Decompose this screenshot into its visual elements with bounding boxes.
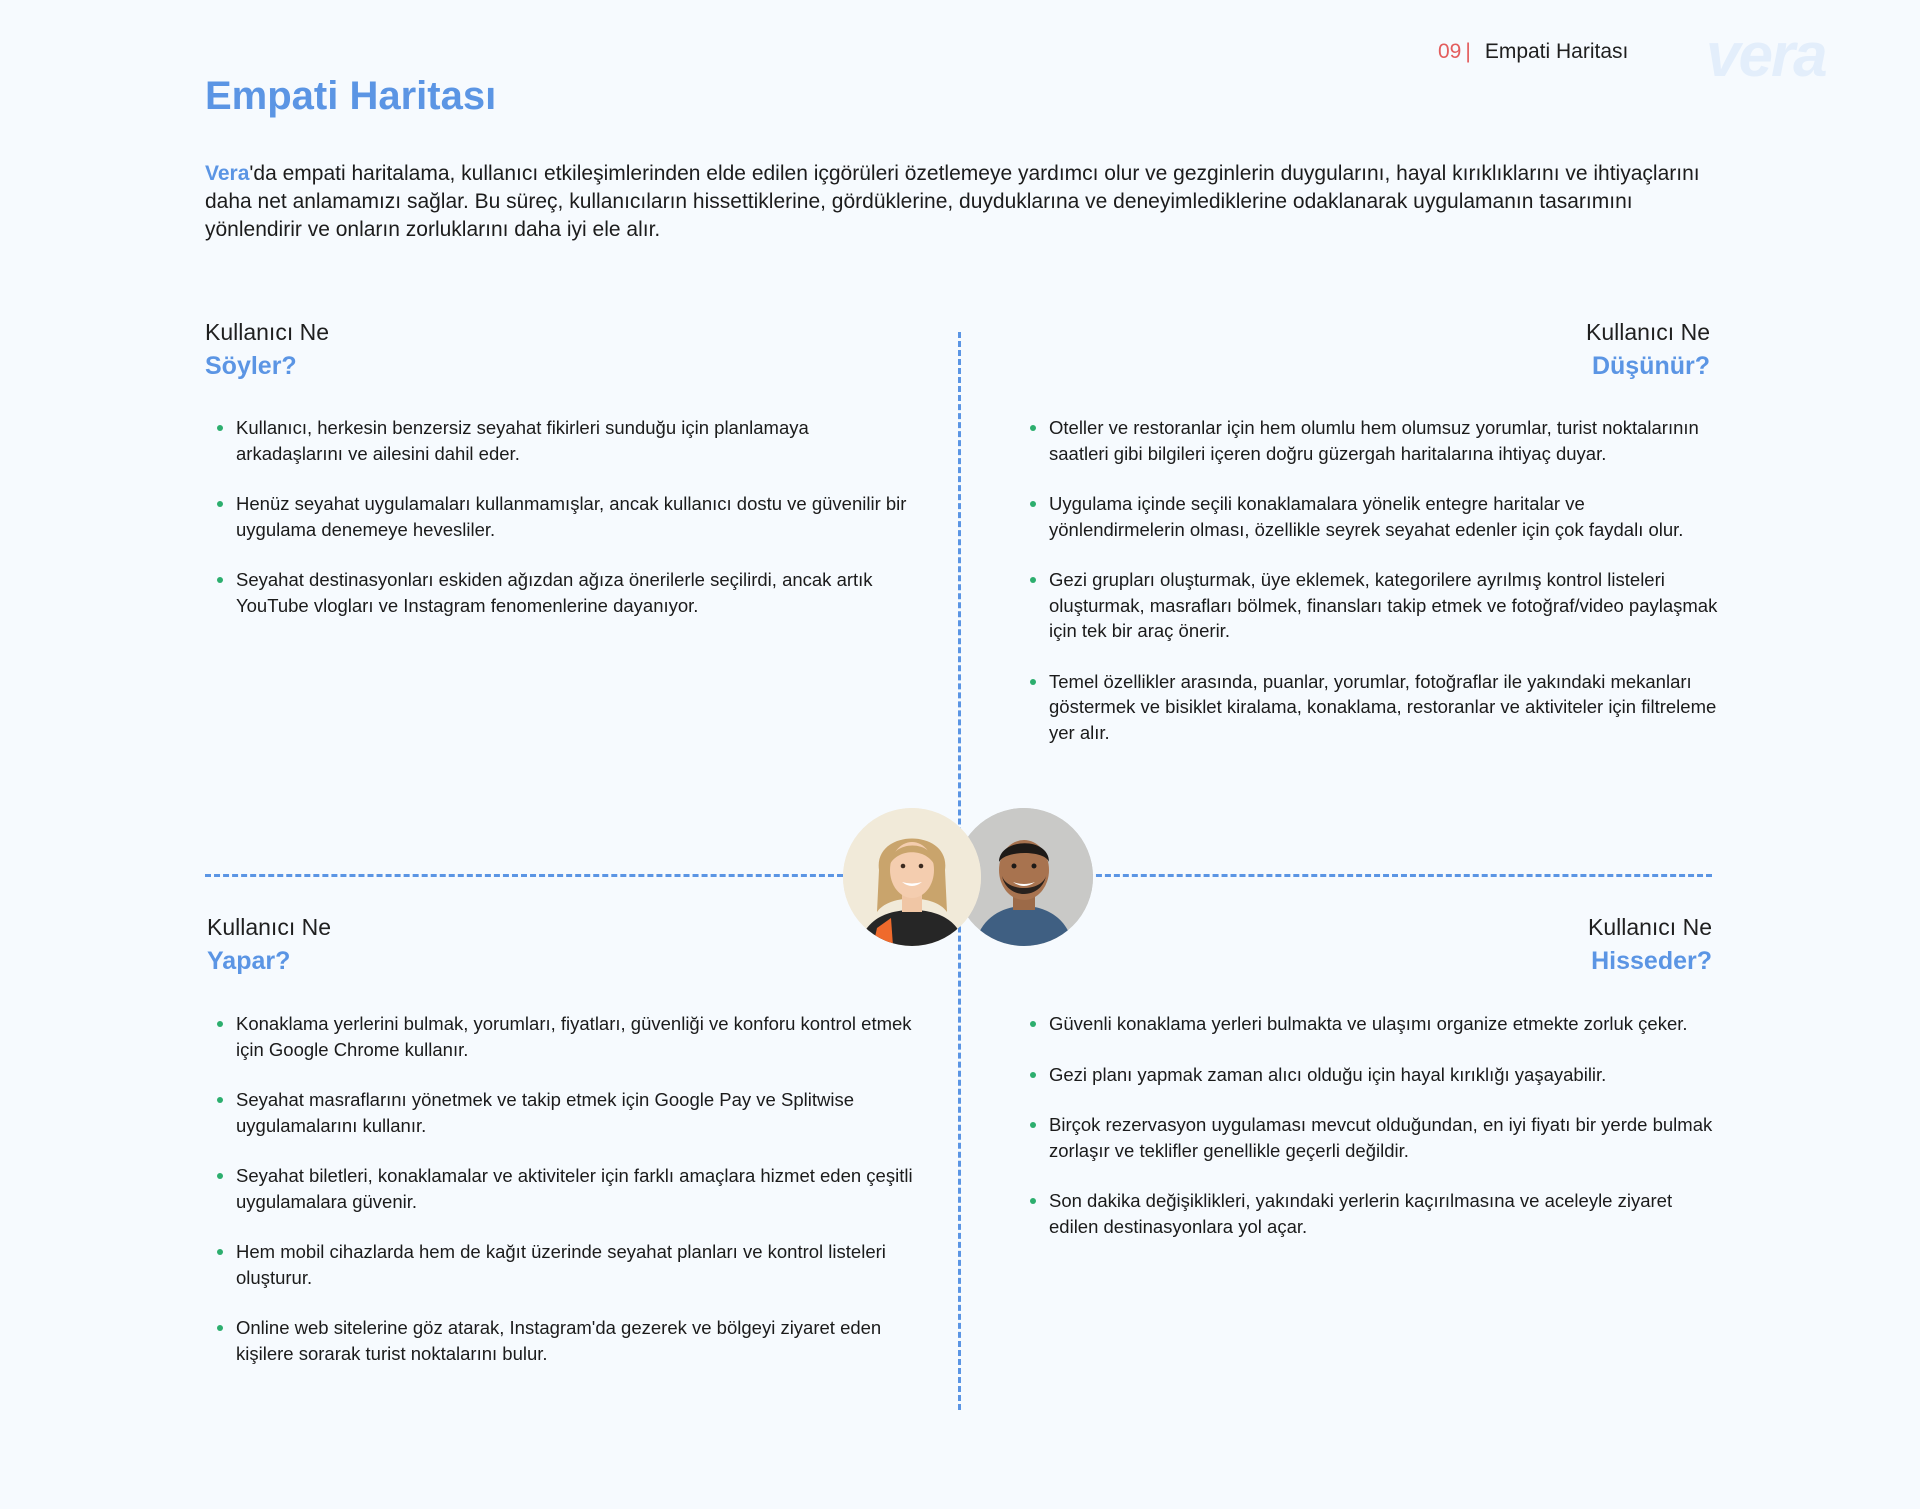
feels-heading-bottom: Hisseder? [1591,947,1712,975]
page-separator: | [1465,40,1471,63]
list-item: Henüz seyahat uygulamaları kullanmamışlar, ancak kullanıcı dostu ve güvenilir bir uygulama denemeye hevesliler. [205,491,915,542]
feels-heading-top: Kullanıcı Ne [1587,914,1712,940]
list-item: Uygulama içinde seçili konaklamalara yönelik entegre haritalar ve yönlendirmelerin olması, özellikle seyrek seyahat edenler için çok faydalı olur. [1018,491,1718,542]
list-item: Seyahat masraflarını yönetmek ve takip etmek için Google Pay ve Splitwise uygulamalarını kullanır. [205,1087,915,1138]
horizontal-divider-right [1078,874,1712,877]
woman-avatar [843,808,981,946]
page-header [1438,40,1628,64]
says-list [205,415,915,643]
feels-list [1018,1011,1718,1264]
intro-text: 'da empati haritalama, kullanıcı etkileşimlerinden elde edilen içgörüleri özetlemeye yardımcı olur ve gezginlerin duygularını, hayal kırıklıklarını ve ihtiyaçlarını daha net anlamamızı sağlar. Bu süreç, kullanıcıların hissettiklerine, gördüklerine, duyduklarına ve deneyimlediklerine odaklanarak uygulamanın tasarımını yönlendirir ve onların zorluklarını daha iyi ele alır. [205,162,1700,241]
page-section: Empati Haritası [1484,40,1629,63]
list-item: Kullanıcı, herkesin benzersiz seyahat fikirleri sunduğu için planlamaya arkadaşlarını ve ailesini dahil eder. [205,415,915,466]
list-item: Gezi grupları oluşturmak, üye eklemek, kategorilere ayrılmış kontrol listeleri oluşturmak, masrafları bölmek, finansları takip etmek ve fotoğraf/video paylaşmak için tek bir araç önerir. [1018,567,1718,644]
list-item: Temel özellikler arasında, puanlar, yorumlar, fotoğraflar ile yakındaki mekanları göstermek ve bisiklet kiralama, konaklama, restoranlar ve aktiviteler için filtreleme yer alır. [1018,669,1718,746]
thinks-heading-bottom: Düşünür? [1591,352,1710,380]
does-heading-bottom: Yapar? [207,947,291,975]
page-number: 09 [1438,40,1462,63]
list-item: Birçok rezervasyon uygulaması mevcut olduğundan, en iyi fiyatı bir yerde bulmak zorlaşır ve teklifler genellikle geçerli değildir. [1018,1112,1718,1163]
list-item: Konaklama yerlerini bulmak, yorumları, fiyatları, güvenliği ve konforu kontrol etmek için Google Chrome kullanır. [205,1011,915,1062]
intro-brand: Vera [205,162,250,185]
list-item: Güvenli konaklama yerleri bulmakta ve ulaşımı organize etmekte zorluk çeker. [1018,1011,1718,1037]
says-heading-top: Kullanıcı Ne [205,319,330,345]
list-item: Hem mobil cihazlarda hem de kağıt üzerinde seyahat planları ve kontrol listeleri oluşturur. [205,1239,915,1290]
page-title: Empati Haritası [205,74,497,118]
thinks-heading-top: Kullanıcı Ne [1585,319,1710,345]
list-item: Seyahat biletleri, konaklamalar ve aktiviteler için farklı amaçlara hizmet eden çeşitli uygulamalara güvenir. [205,1163,915,1214]
list-item: Oteller ve restoranlar için hem olumlu hem olumsuz yorumlar, turist noktalarının saatleri gibi bilgileri içeren doğru güzergah haritalarına ihtiyaç duyar. [1018,415,1718,466]
does-heading [207,910,331,978]
vera-logo: vera [1706,21,1826,90]
list-item: Seyahat destinasyonları eskiden ağızdan ağıza önerilerle seçilirdi, ancak artık YouTube vlogları ve Instagram fenomenlerine dayanıyor. [205,567,915,618]
feels-heading [1402,910,1712,978]
says-heading [205,315,329,383]
list-item: Gezi planı yapmak zaman alıcı olduğu için hayal kırıklığı yaşayabilir. [1018,1062,1718,1088]
intro-paragraph [205,160,1725,244]
list-item: Son dakika değişiklikleri, yakındaki yerlerin kaçırılmasına ve aceleyle ziyaret edilen destinasyonlara yol açar. [1018,1188,1718,1239]
thinks-heading [1400,315,1710,383]
thinks-list [1018,415,1718,770]
does-list [205,1011,915,1391]
does-heading-top: Kullanıcı Ne [207,914,332,940]
list-item: Online web sitelerine göz atarak, Instagram'da gezerek ve bölgeyi ziyaret eden kişilere sorarak turist noktalarını bulur. [205,1315,915,1366]
horizontal-divider-left [205,874,843,877]
says-heading-bottom: Söyler? [205,352,297,380]
